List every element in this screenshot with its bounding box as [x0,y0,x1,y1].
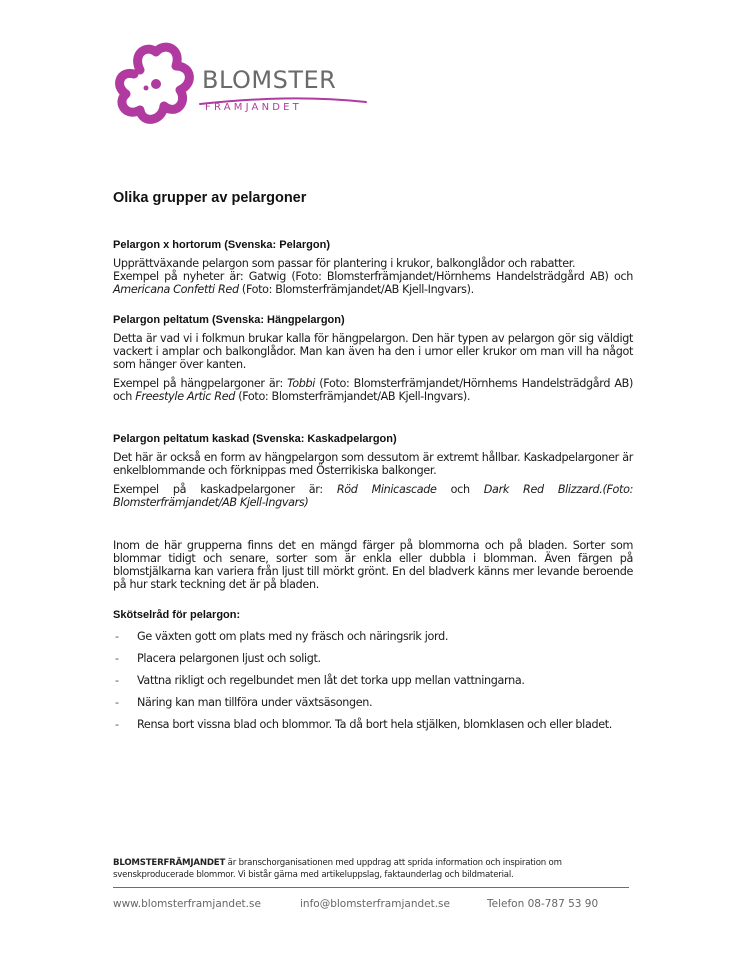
section-paragraph: Det här är också en form av hängpelargon som dessutom är extremt hållbar. Kaskadpelargoner är enkelblommande och förknippas med Österrikiska balkonger. [113,451,633,477]
text-run: (Foto: Blomsterfrämjandet/AB Kjell-Ingvars). [238,283,474,296]
footer-divider [113,887,629,888]
flower-icon [110,40,200,132]
cultivar-name: Dark Red Blizzard.(Foto: Blomsterfrämjandet/AB Kjell-Ingvars) [113,483,633,509]
footer-org: BLOMSTERFRÄMJANDET [113,858,226,868]
logo-wordmark: BLOMSTER [202,66,337,94]
main-content [113,190,633,740]
page-title: Olika grupper av pelargoner [113,190,307,206]
footer-email-link[interactable]: info@blomsterframjandet.se [300,898,450,910]
list-item-text: Placera pelargonen ljust och soligt. [137,652,321,665]
section-heading: Pelargon x hortorum (Svenska: Pelargon) [113,239,330,251]
logo-swoosh [198,94,368,106]
cultivar-name: Freestyle Artic Red [135,390,235,403]
list-item-text: Ge växten gott om plats med ny fräsch och näringsrik jord. [137,630,449,643]
text-run: Exempel på nyheter är: Gatwig (Foto: Blomsterfrämjandet/Hörnhems Handelsträdgård AB) och [113,270,633,283]
text-run: Exempel på hängpelargoner är: [113,377,288,390]
text-run: och [436,483,484,496]
section-paragraph [113,483,633,509]
list-item-text: Näring kan man tillföra under växtsäsongen. [137,696,373,709]
general-paragraph: Inom de här grupperna finns det en mängd färger på blommorna och på bladen. Sorter som blommar tidigt och senare, sorter som är enkla eller dubbla i blomman. Även färgen på blomstjälkarna kan variera från ljust till mörkt grönt. En del bladverk känns mer levande beroende på hur stark teckning det är på bladen. [113,539,633,591]
cultivar-name: Tobbi [287,377,316,390]
section-peltatum [113,314,633,403]
section-paragraph [113,270,633,296]
section-paragraph: Detta är vad vi i folkmun brukar kalla för hängpelargon. Den här typen av pelargon gör sig väldigt vackert i amplar och balkonglådor. Man kan även ha den i urnor eller krukor om man vill ha något som hänger över kanten. [113,332,633,371]
bullet-dash: - [115,718,119,731]
footer-phone: Telefon 08-787 53 90 [487,898,599,910]
list-item [113,652,633,665]
tips-heading: Skötselråd för pelargon: [113,609,241,621]
section-paragraph: Upprättväxande pelargon som passar för plantering i krukor, balkonglådor och rabatter. [113,257,576,270]
bullet-dash: - [115,652,119,665]
section-heading: Pelargon peltatum kaskad (Svenska: Kaskadpelargon) [113,433,397,445]
text-run: (Foto: Blomsterfrämjandet/AB Kjell-Ingvars). [235,390,471,403]
cultivar-name: Röd Minicascade [336,483,437,496]
list-item-text: Rensa bort vissna blad och blommor. Ta då bort hela stjälken, blomklasen och eller bladet. [137,718,612,731]
section-heading: Pelargon peltatum (Svenska: Hängpelargon) [113,314,345,326]
section-paragraph [113,377,633,403]
bullet-dash: - [115,630,119,643]
text-run: Exempel på kaskadpelargoner är: [113,483,337,496]
logo [110,40,370,132]
logo-subtitle: FRÄMJANDET [205,102,302,113]
footer-note-text: är branschorganisationen med uppdrag att sprida information och inspiration om svenskproducerade blommor. Vi bistår gärna med artikeluppslag, faktaunderlag och bildmaterial. [113,858,562,880]
cultivar-name: Americana Confetti Red [113,283,239,296]
list-item [113,718,633,731]
list-item [113,696,633,709]
text-run: (Foto: Blomsterfrämjandet/Hörnhems Handelsträdgård AB) och [113,377,633,403]
section-kaskad [113,433,633,509]
section-hortorum [113,239,633,296]
tips-list [113,630,633,731]
list-item [113,630,633,643]
bullet-dash: - [115,674,119,687]
bullet-dash: - [115,696,119,709]
footer-website-link[interactable]: www.blomsterframjandet.se [113,898,261,910]
list-item-text: Vattna rikligt och regelbundet men låt det torka upp mellan vattningarna. [137,674,525,687]
footer-contact [113,898,598,910]
list-item [113,674,633,687]
footer-note [113,857,633,881]
